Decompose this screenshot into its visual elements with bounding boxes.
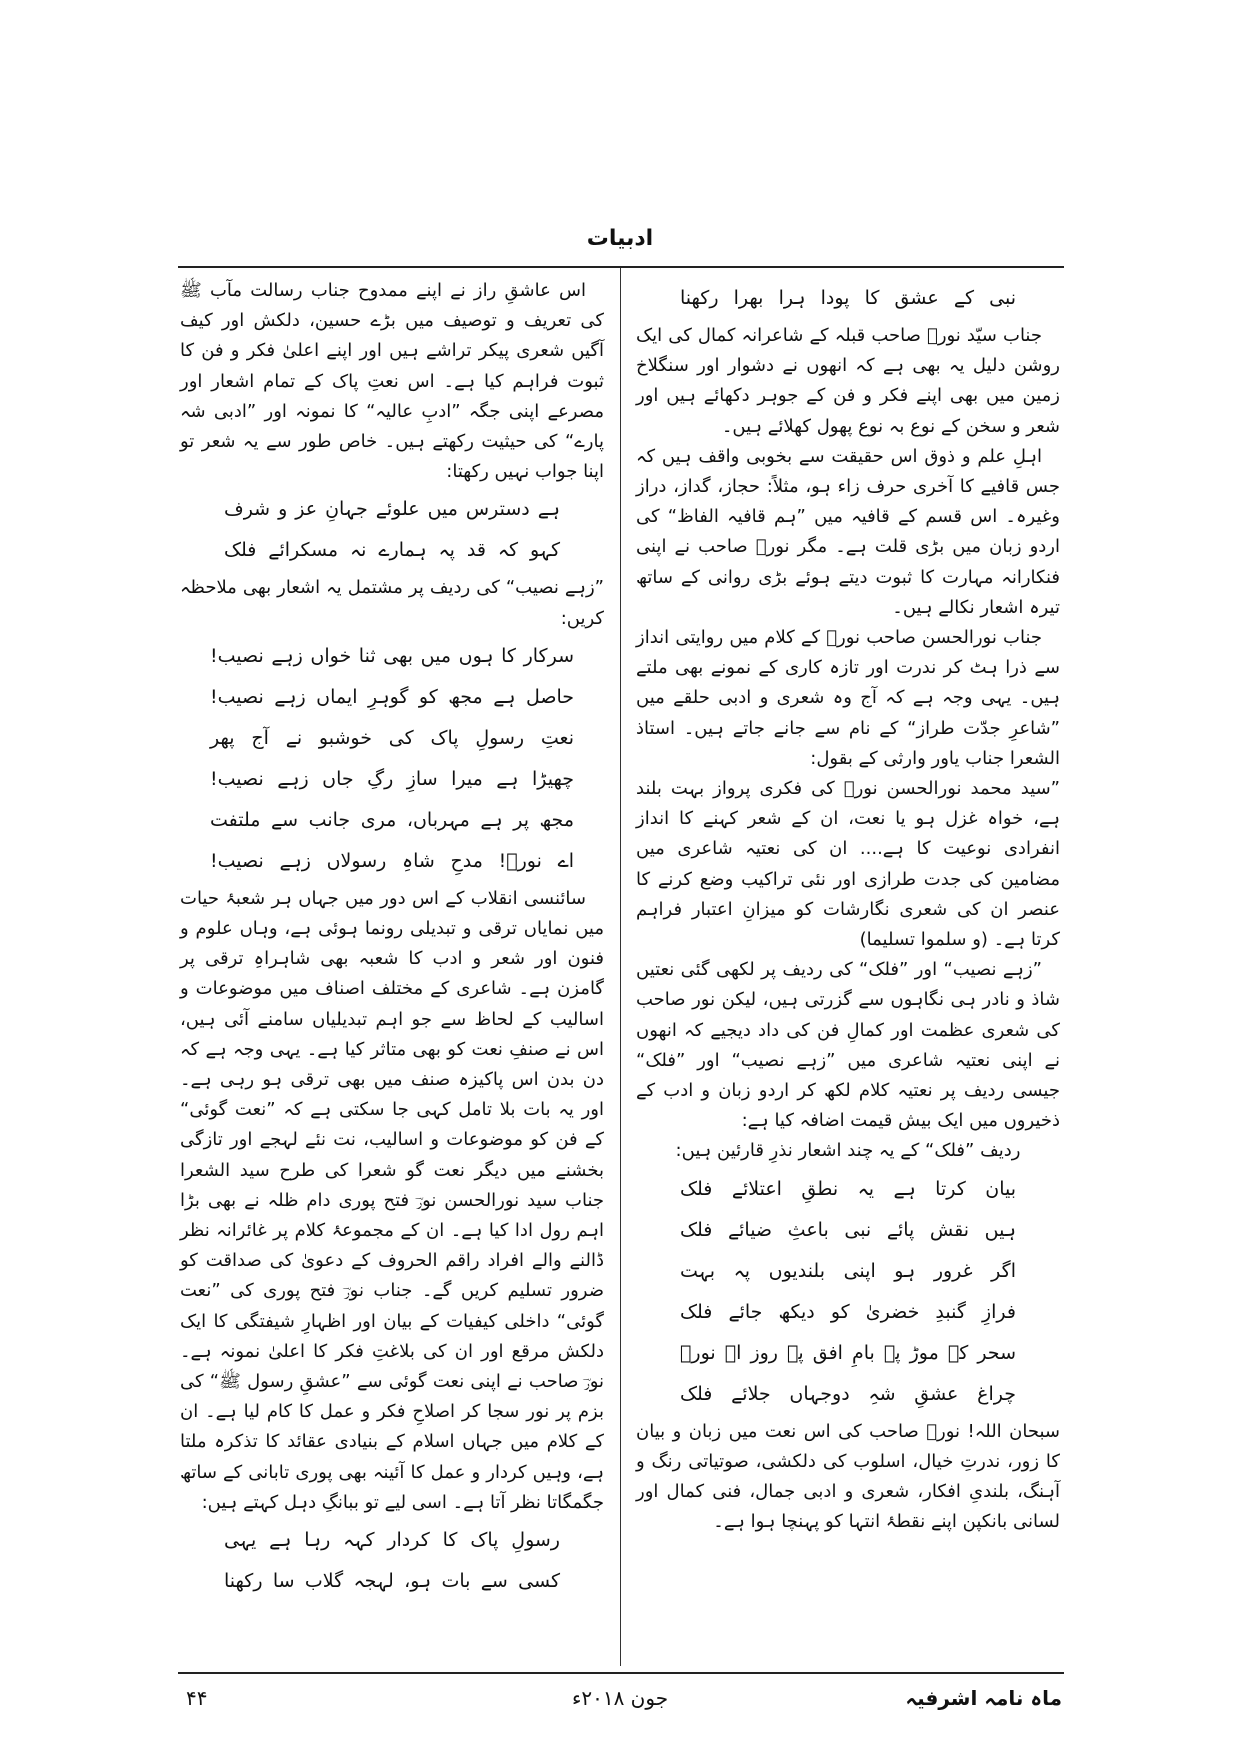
- section-title: ادبیات: [586, 226, 654, 251]
- paragraph: جناب سیّد نورؔ صاحب قبلہ کے شاعرانہ کمال کی ایک روشن دلیل یہ بھی ہے کہ انھوں نے دشوار اور سنگلاخ زمین میں بھی اپنے فکر و فن کے جوہر دکھائے ہیں اور شعر و سخن کے نوع بہ نوع پھول کھلائے ہیں۔: [636, 325, 1060, 437]
- paragraph: جناب نورالحسن صاحب نورؔ کے کلام میں روایتی انداز سے ذرا ہٹ کر ندرت اور تازہ کاری کے نمونے بھی ملتے ہیں۔ یہی وجہ ہے کہ آج وہ شعری و ادبی حلقے میں ”شاعرِ جدّت طراز“ کے نام سے جانے جاتے ہیں۔ استاذ الشعرا جناب یاور وارثی کے بقول:: [636, 627, 1060, 769]
- left-column: [180, 276, 604, 1604]
- quotation-paragraph: ”سید محمد نورالحسن نورؔ کی فکری پرواز بہت بلند ہے، خواہ غزل ہو یا نعت، ان کے شعر کہنے کا انداز انفرادی نوعیت کا ہے.... ان کی نعتیہ شاعری میں مضامین کی جدت طرازی اور نئی تراکیب وضع کرنے کا عنصر ان کی شعری نگارشات کو میزانِ اعتبار فراہم کرتا ہے۔ (و سلموا تسلیما): [636, 778, 1060, 951]
- page-number: ۴۴: [186, 1686, 208, 1710]
- right-column: [636, 276, 1060, 1538]
- verse-line: اے نورؔ! مدحِ شاہِ رسولاں زہے نصیب!: [210, 849, 574, 872]
- paragraph: سائنسی انقلاب کے اس دور میں جہاں ہر شعبۂ حیات میں نمایاں ترقی و تبدیلی رونما ہوئی ہے، وہاں علوم و فنون اور شعر و ادب کا شعبہ بھی شاہراہِ ترقی پر گامزن ہے۔ شاعری کے مختلف اصناف میں موضوعات و اسالیب کے لحاظ سے جو اہم تبدیلیاں سامنے آئی ہیں، اس نے صنفِ نعت کو بھی متاثر کیا ہے۔ یہی وجہ ہے کہ دن بدن اس پاکیزہ صنف میں بھی ترقی ہو رہی ہے۔ اور یہ بات بلا تامل کہی جا سکتی ہے کہ ”نعت گوئی“ کے فن کو موضوعات و اسالیب، نت نئے لہجے اور تازگی بخشنے میں دیگر نعت گو شعرا کی طرح سید الشعرا جناب سید نورالحسن نورؔ فتح پوری دام ظلہ نے بھی بڑا اہم رول ادا کیا ہے۔ ان کے مجموعۂ کلام پر غائرانہ نظر ڈالنے والے افراد راقم الحروف کے دعویٰ کی صداقت کو ضرور تسلیم کریں گے۔ جناب نورؔ فتح پوری کی ”نعت گوئی“ داخلی کیفیات کے بیان اور اظہارِ شیفتگی کا ایک دلکش مرقع اور ان کی بلاغتِ فکر کا اعلیٰ نمونہ ہے۔ نورؔ صاحب نے اپنی نعت گوئی سے ”عشقِ رسول ﷺ“ کی بزم پر نور سجا کر اصلاحِ فکر و عمل کا کام لیا ہے۔ ان کے کلام میں جہاں اسلام کے بنیادی عقائد کا تذکرہ ملتا ہے، وہیں کردار و عمل کا آئینہ بھی پوری تابانی کے ساتھ جگمگاتا نظر آتا ہے۔ اسی لیے تو ببانگِ دہل کہتے ہیں:: [180, 887, 604, 1513]
- verse-line: ہیں نقش پائے نبی باعثِ ضیائے فلک: [680, 1218, 1016, 1241]
- closing-paragraph: سبحان اللہ! نورؔ صاحب کی اس نعت میں زبان و بیان کا زور، ندرتِ خیال، اسلوب کی دلکشی، صوتیاتی رنگ و آہنگ، بلندیِ افکار، شعری و ادبی جمال، فنی کمال اور لسانی بانکپن اپنے نقطۂ انتہا کو پہنچا ہوا ہے۔: [636, 1420, 1060, 1533]
- verse-line: حاصل ہے مجھ کو گوہرِ ایماں زہے نصیب!: [210, 685, 574, 708]
- verse-intro: ”زہے نصیب“ کی ردیف پر مشتمل یہ اشعار بھی ملاحظہ کریں:: [180, 577, 604, 629]
- paragraph: اس عاشقِ راز نے اپنے ممدوح جناب رسالت مآب ﷺ کی تعریف و توصیف میں بڑے حسین، دلکش اور کیف آگیں شعری پیکر تراشے ہیں اور اپنے اعلیٰ فکر و فن کا ثبوت فراہم کیا ہے۔ اس نعتِ پاک کے تمام اشعار اور مصرعے اپنی جگہ ”ادبِ عالیہ“ کا نمونہ اور ”ادبی شہ پارے“ کی حیثیت رکھتے ہیں۔ خاص طور سے یہ شعر تو اپنا جواب نہیں رکھتا:: [180, 280, 604, 483]
- verse-line: نعتِ رسولِ پاک کی خوشبو نے آج پھر: [210, 726, 574, 749]
- opening-verse: نبی کے عشق کا پودا ہرا بھرا رکھنا: [680, 287, 1016, 309]
- verse-line: ہے دسترس میں علوئے جہانِ عز و شرف: [224, 498, 560, 521]
- verse-line: بیان کرتا ہے یہ نطقِ اعتلائے فلک: [680, 1177, 1016, 1200]
- verse-line: فرازِ گنبدِ خضریٰ کو دیکھ جائے فلک: [680, 1300, 1016, 1323]
- magazine-name: ماہ نامہ اشرفیہ: [905, 1686, 1062, 1710]
- verse-line: چھیڑا ہے میرا سازِ رگِ جاں زہے نصیب!: [210, 767, 574, 790]
- paragraph: ”زہے نصیب“ اور ”فلک“ کی ردیف پر لکھی گئی نعتیں شاذ و نادر ہی نگاہوں سے گزرتی ہیں، لیکن نور صاحب کی شعری عظمت اور کمالِ فن کی داد دیجیے کہ انھوں نے اپنی نعتیہ شاعری میں ”زہے نصیب“ اور ”فلک“ جیسی ردیف پر نعتیہ کلام لکھ کر اردو زبان و ادب کے ذخیروں میں ایک بیش قیمت اضافہ کیا ہے:: [636, 959, 1060, 1132]
- issue-date: جون ۲۰۱۸ء: [571, 1686, 669, 1710]
- verse-line: سرکار کا ہوں میں بھی ثنا خواں زہے نصیب!: [210, 644, 574, 667]
- verse-line: کہو کہ قد پہ ہمارے نہ مسکرائے فلک: [224, 539, 560, 562]
- verse-line: اگر غرور ہو اپنی بلندیوں پہ بہت: [680, 1259, 1016, 1282]
- footer-rule: [178, 1672, 1064, 1674]
- header-rule: [178, 266, 1064, 268]
- verse-line: رسولِ پاک کا کردار کہہ رہا ہے یہی: [224, 1529, 560, 1552]
- paragraph: اہلِ علم و ذوق اس حقیقت سے بخوبی واقف ہیں کہ جس قافیے کا آخری حرف زاء ہو، مثلاً: حجاز، گداز، دراز وغیرہ۔ اس قسم کے قافیہ میں ”ہم قافیہ الفاظ“ کی اردو زبان میں بڑی قلت ہے۔ مگر نورؔ صاحب نے اپنی فنکارانہ مہارت کا ثبوت دیتے ہوئے بڑی روانی کے ساتھ تیرہ اشعار نکالے ہیں۔: [636, 445, 1060, 618]
- verse-line: سحر کے موڑ پہ بامِ افق پہ روز اے نورؔ: [680, 1341, 1016, 1364]
- verse-line: چراغ عشقِ شہِ دوجہاں جلائے فلک: [680, 1382, 1016, 1405]
- column-divider: [620, 268, 621, 1666]
- verse-intro: ردیف ”فلک“ کے یہ چند اشعار نذرِ قارئین ہیں:: [675, 1140, 1021, 1162]
- verse-line: کسی سے بات ہو، لہجہ گلاب سا رکھنا: [224, 1570, 560, 1593]
- verse-line: مجھ پر ہے مہرباں، مری جانب سے ملتفت: [210, 808, 574, 831]
